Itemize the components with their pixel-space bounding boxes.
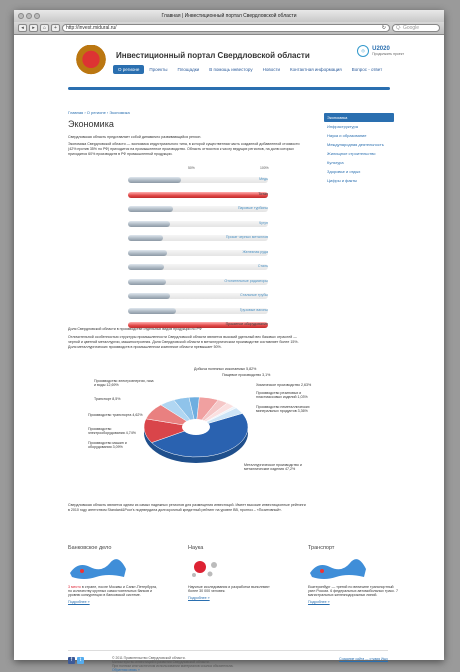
bar-label: Железная руда: [242, 249, 268, 254]
more-link[interactable]: Подробнее »: [188, 596, 210, 600]
bar-label: Титан: [258, 191, 268, 196]
fact-title: Наука: [188, 545, 204, 551]
ratings-text: [68, 503, 308, 516]
site-footer: [68, 650, 388, 672]
u2020-subtitle: Продолжить проект: [372, 52, 404, 56]
footer-line3: При полном или частичном использовании материалов ссылка обязательна.: [112, 664, 234, 668]
fact-body: Екатеринбург — третий по величине транспортный узел России. 6 федеральных автомобильных трасс. 7 магистральных железнодорожных линий.: [308, 585, 399, 597]
more-link[interactable]: Подробнее »: [68, 600, 90, 604]
facebook-icon[interactable]: f: [68, 657, 75, 664]
russia-map-icon: [308, 557, 400, 581]
bar-label: Грузовые вагоны: [239, 307, 268, 312]
bar-row: [128, 191, 268, 199]
fact-title: Транспорт: [308, 545, 335, 551]
address-bar[interactable]: http://invest.midural.ru/ ↻: [62, 24, 390, 32]
breadcrumb[interactable]: Главная › О регионе › Экономика: [68, 110, 130, 115]
bar-row: [128, 205, 268, 213]
bar-row: [128, 220, 268, 228]
bar: [128, 293, 170, 299]
pie-label-c: Производство электроэнергии, газа и воды 12,69%: [94, 379, 154, 388]
bar: [128, 235, 163, 241]
fact-title: Банковское дело: [68, 545, 112, 551]
social-links: [68, 657, 84, 664]
industry-pie-chart: [68, 365, 328, 495]
production-bar-chart: [68, 166, 308, 337]
u2020-icon: ◎: [357, 45, 369, 57]
sidebar-nav: [324, 113, 394, 185]
fact-science: [188, 545, 280, 604]
site-header: [14, 35, 444, 95]
header-divider: [68, 87, 390, 90]
sidebar-item-7[interactable]: Цифры и факты: [327, 178, 358, 183]
bar: [128, 221, 170, 227]
intro-paragraph: Свердловская область представляет собой динамично развивающийся регион.: [68, 134, 202, 139]
economy-paragraph: Экономика Свердловской области — экономика индустриального типа, в которой существенная часть созданной добавленной стоимости (42% против 35% по РФ) приходится на промышленное производство. Область относится к числу ведущих регионов, на долю которых приходится 60% производств в РФ промышленной продукции.: [68, 142, 300, 157]
twitter-icon[interactable]: t: [77, 657, 84, 664]
pie-label-k: Металлургическое производство и металлические изделия 47,2%: [244, 463, 302, 472]
nav-item-0[interactable]: О регионе: [113, 65, 144, 74]
pie-intro: [68, 327, 308, 352]
bar-row: [128, 278, 268, 286]
window-titlebar: [14, 10, 444, 22]
page-title: Экономика: [68, 119, 114, 130]
bar-label: Сталь: [257, 264, 268, 268]
u2020-badge[interactable]: [357, 45, 404, 57]
bar: [128, 279, 166, 285]
pie-label-g: Производство неметаллических минеральных продуктов 3,36%: [256, 405, 310, 414]
minimize-button[interactable]: [26, 13, 32, 19]
bar-row: [128, 292, 268, 300]
reload-icon[interactable]: ↻: [381, 25, 386, 31]
zoom-button[interactable]: [34, 13, 40, 19]
home-icon[interactable]: ⌂: [40, 24, 49, 32]
bar: [128, 206, 173, 212]
feedback-link[interactable]: Обратная связь »: [112, 668, 140, 672]
footer-line2: Министерство инвестиций и развития Свердловской области.: [112, 660, 210, 664]
bar-label: Прокат черных металлов: [225, 235, 268, 239]
bar-row: [128, 249, 268, 257]
pie-label-b: Пищевое производство 3,1%: [222, 373, 271, 377]
molecule-icon: [188, 557, 280, 581]
site-credit[interactable]: [339, 657, 388, 661]
close-button[interactable]: [18, 13, 24, 19]
coat-of-arms-logo[interactable]: [74, 45, 108, 77]
ratings-paragraph: Свердловская область является одним из самых надежных регионов для размещения инвестиций. Имеет высокие инвестиционные рейтинги в 2010 году агентством Standard&Poor's подтвердила долгосрочный кредитный рейтинг на уровне BB, прогноз – «Позитивный».: [68, 503, 306, 512]
fact-body: в стране, после Москвы и Санкт-Петербурга, по количеству крупных самостоятельных банков и уровню конкуренции в банковской системе.: [68, 585, 158, 597]
nav-item-1[interactable]: Проекты: [149, 67, 168, 72]
fact-text: [68, 585, 160, 597]
bar-label: Отопительные радиаторы: [224, 278, 268, 283]
nav-item-2[interactable]: Площадки: [177, 67, 200, 72]
sidebar-item-3[interactable]: Международная деятельность: [327, 142, 384, 147]
nav-item-6[interactable]: Вопрос - ответ: [351, 67, 383, 72]
sidebar-item-1[interactable]: Инфраструктура: [327, 124, 358, 129]
bar-row: [128, 307, 268, 315]
russia-map-icon: [68, 557, 160, 581]
site-title[interactable]: Инвестиционный портал Свердловской области: [116, 51, 310, 60]
bar: [128, 308, 176, 314]
pie-label-a: Добыча полезных ископаемых 5,82%: [194, 367, 257, 371]
sidebar-item-5[interactable]: Культура: [327, 160, 344, 165]
sidebar-item-2[interactable]: Наука и образование: [327, 133, 367, 138]
pie-hole: [182, 419, 210, 435]
bar-label: Чугун: [258, 220, 268, 225]
bar-row: [128, 263, 268, 271]
fact-transport: [308, 545, 400, 604]
pie-label-h: Производство транспорта 4,62%: [88, 413, 143, 417]
sidebar-item-6[interactable]: Здоровье и отдых: [327, 169, 361, 174]
bar: [128, 192, 268, 198]
bar: [128, 264, 164, 270]
bar: [128, 177, 181, 183]
copyright: © 2011 Правительство Свердловской области.: [112, 656, 186, 660]
page: [14, 35, 444, 672]
nav-item-3[interactable]: В помощь инвестору: [209, 67, 253, 72]
add-bookmark-button[interactable]: +: [51, 24, 60, 32]
bar-label: Прокатное оборудование: [225, 322, 268, 326]
pie-label-i: Производство электрооборудования 4,74%: [88, 427, 136, 436]
bar-label: Стальные трубы: [240, 293, 268, 297]
forward-button[interactable]: ▸: [29, 24, 38, 32]
main-content: [68, 110, 308, 160]
pie-label-f: Транспорт 8,5%: [94, 397, 121, 401]
pie-label-j: Производство машин и оборудования 3,09%: [88, 441, 127, 450]
bar-label: Медь: [259, 177, 268, 181]
back-button[interactable]: ◂: [18, 24, 27, 32]
search-input[interactable]: Q· Google: [392, 24, 440, 32]
fact-number: 3 место: [68, 585, 81, 589]
bar-chart-caption: Доля Свердловской области в производстве отдельных видов продукции по РФ: [68, 327, 202, 331]
bar-row: [128, 234, 268, 242]
browser-window: [14, 10, 444, 672]
facts-row: [68, 545, 408, 604]
u2020-title: U2020: [372, 46, 390, 52]
nav-item-5[interactable]: Контактная информация: [290, 67, 342, 72]
fact-banking: [68, 545, 160, 604]
pie-label-d: Химическое производство 2,63%: [256, 383, 312, 387]
window-title: Главная | Инвестиционный портал Свердловской области: [161, 13, 297, 19]
bar: [128, 250, 167, 256]
sidebar-item-4[interactable]: Жилищное строительство: [327, 151, 376, 156]
sidebar-item-0[interactable]: Экономика: [324, 113, 394, 122]
nav-item-4[interactable]: Новости: [262, 67, 281, 72]
axis-tick-50: 50%: [188, 166, 195, 170]
pie-intro-text: Отличительной особенностью структуры промышленности Свердловской области является высокий удельный вес базовых отраслей — черной и цветной металлургии, машиностроения. Доля Свердловской области в металлургическом производстве составляет более 15%. Доля металлургических производств в промышленном комплексе области превышает 50%.: [68, 334, 299, 349]
axis-tick-100: 100%: [260, 166, 269, 170]
more-link[interactable]: Подробнее »: [308, 600, 330, 604]
browser-toolbar: [14, 22, 444, 35]
window-controls[interactable]: [18, 13, 40, 19]
fact-body: Научные исследования и разработки выполняют более 30 000 человек.: [188, 585, 270, 593]
credit-link[interactable]: Создание сайта — студия Ищу: [339, 657, 388, 661]
pie-label-e: Производство резиновых и пластмассовых изделий 1,03%: [256, 391, 308, 400]
main-nav: [113, 65, 387, 74]
bar-label: Паровые турбины: [237, 206, 268, 210]
bar-row: [128, 176, 268, 184]
